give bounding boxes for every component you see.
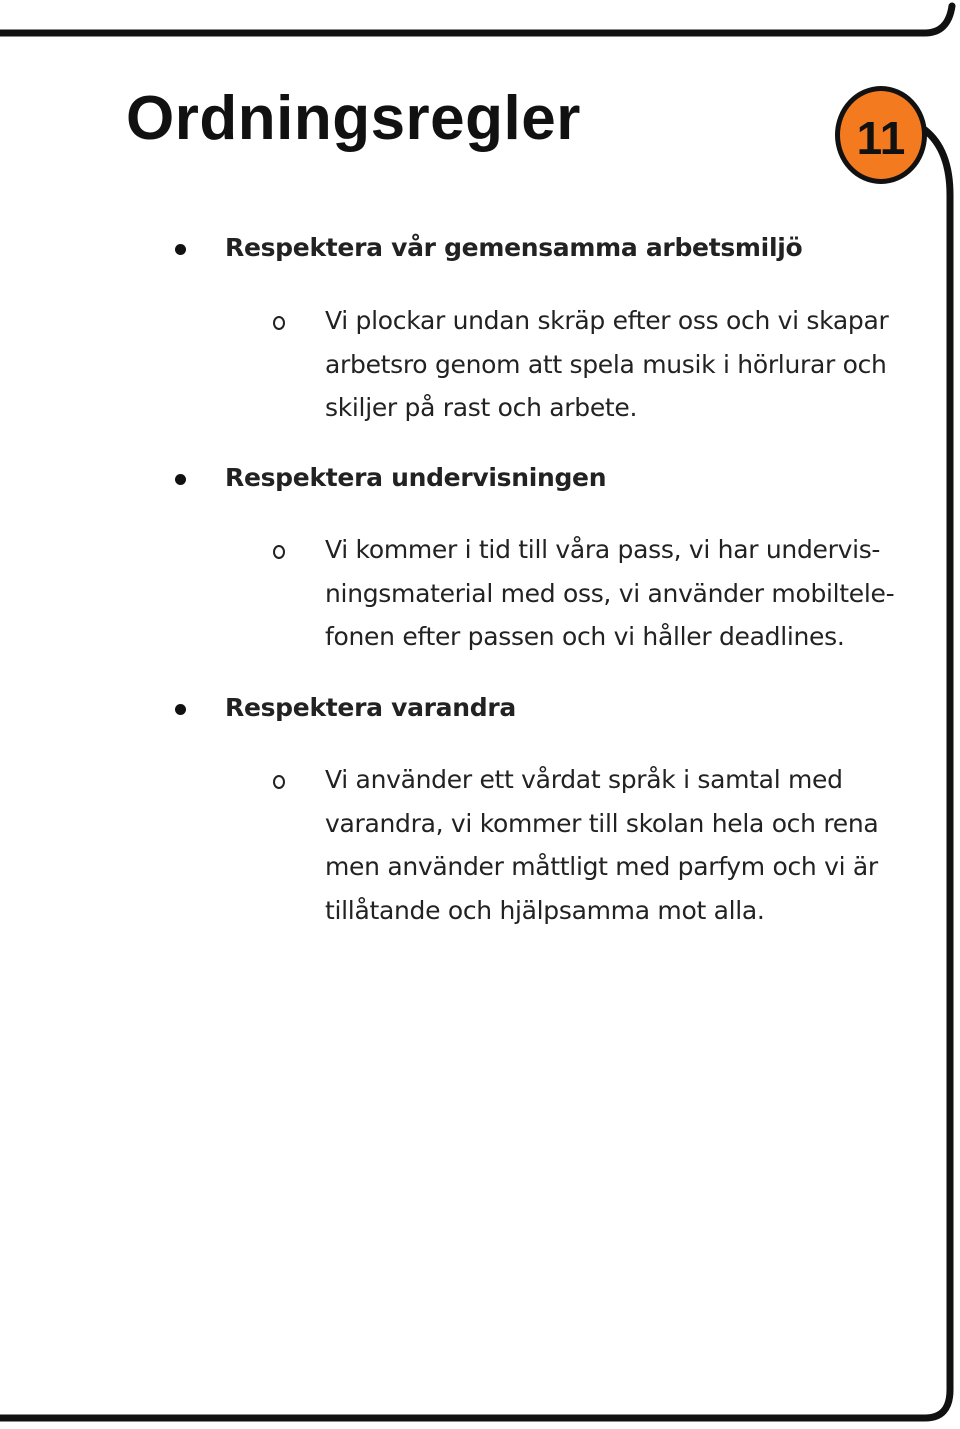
rule-text-line: arbetsro genom att spela musik i hörlurar och	[325, 349, 887, 379]
rule-text-line: tillåtande och hjälpsamma mot alla.	[325, 895, 765, 925]
rule-text-line: skiljer på rast och arbete.	[325, 393, 638, 422]
rule-text-line: fonen efter passen och vi håller deadlines.	[325, 622, 845, 651]
rule-heading: Respektera vår gemensamma arbetsmiljö	[225, 233, 803, 262]
circle-bullet-icon	[273, 316, 285, 330]
bullet-icon	[175, 474, 186, 485]
bullet-icon	[175, 704, 186, 715]
rule-text	[325, 528, 905, 659]
rule-text-line: Vi plockar undan skräp efter oss och vi skapar	[325, 306, 889, 335]
bullet-icon	[175, 244, 186, 255]
rule-text-line: Vi använder ett vårdat språk i samtal med	[325, 765, 843, 794]
rule-text	[325, 299, 905, 430]
rule-text-line: Vi kommer i tid till våra pass, vi har undervis-	[325, 535, 881, 564]
rule-text-line: varandra, vi kommer till skolan hela och rena	[325, 808, 879, 838]
page-number: 11	[856, 112, 906, 164]
circle-bullet-icon	[273, 545, 285, 559]
rule-text-line: ningsmaterial med oss, vi använder mobiltele-	[325, 578, 895, 608]
rule-text-line: men använder måttligt med parfym och vi är	[325, 852, 878, 881]
rule-heading: Respektera varandra	[225, 693, 516, 722]
rule-text	[325, 758, 905, 932]
circle-bullet-icon	[273, 775, 285, 789]
page-title: Ordningsregler	[126, 84, 581, 153]
rule-heading: Respektera undervisningen	[225, 463, 607, 492]
